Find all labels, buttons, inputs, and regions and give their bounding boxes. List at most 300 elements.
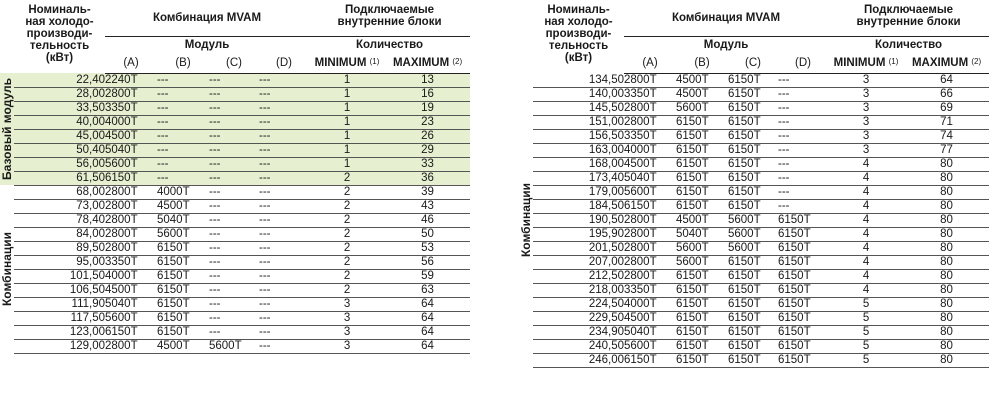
module-c-cell: ---	[209, 87, 259, 101]
module-d-cell: ---	[259, 157, 309, 171]
max-units-cell: 23	[385, 115, 470, 129]
table-row	[519, 185, 989, 199]
module-c-cell: ---	[209, 269, 259, 283]
connectable-header: Подключаемые внутренние блоки	[337, 4, 442, 28]
module-a-cell: 5600T	[105, 157, 157, 171]
table-row	[519, 213, 989, 227]
module-c-cell: ---	[209, 157, 259, 171]
module-d-cell: ---	[259, 283, 309, 297]
module-c-cell: 6150T	[728, 143, 778, 157]
max-units-cell: 80	[904, 339, 989, 353]
table-row	[0, 143, 470, 157]
module-d-cell: ---	[778, 157, 828, 171]
min-units-cell: 1	[309, 157, 385, 171]
module-c-cell: 6150T	[728, 73, 778, 87]
capacity-cell: 184,50	[533, 199, 624, 213]
col-c-header: (C)	[209, 53, 259, 74]
group-label-text: Базовый модуль	[0, 78, 14, 180]
table-row	[0, 129, 470, 143]
module-c-cell: 6150T	[728, 129, 778, 143]
capacity-cell: 201,50	[533, 241, 624, 255]
capacity-cell: 101,50	[14, 269, 105, 283]
min-units-cell: 4	[828, 185, 904, 199]
table-row	[519, 283, 989, 297]
table-row	[0, 157, 470, 171]
col-a-header: (A)	[105, 53, 157, 74]
module-b-cell: 4500T	[676, 213, 728, 227]
capacity-cell: 40,00	[14, 115, 105, 129]
module-b-cell: 6150T	[676, 325, 728, 339]
min-units-cell: 1	[309, 143, 385, 157]
module-b-cell: 6150T	[676, 339, 728, 353]
module-b-cell: 6150T	[676, 143, 728, 157]
min-units-cell: 3	[828, 129, 904, 143]
quantity-header: Количество	[828, 36, 989, 53]
max-units-cell: 74	[904, 129, 989, 143]
table-row	[0, 213, 470, 227]
module-b-cell: 6150T	[157, 297, 209, 311]
module-b-cell: ---	[157, 101, 209, 115]
min-units-cell: 2	[309, 227, 385, 241]
max-units-cell: 80	[904, 353, 989, 367]
table-row	[519, 171, 989, 185]
table-row	[519, 115, 989, 129]
module-a-cell: 5040T	[624, 171, 676, 185]
module-c-cell: ---	[209, 101, 259, 115]
min-units-cell: 3	[309, 311, 385, 325]
capacity-cell: 140,00	[533, 87, 624, 101]
module-b-cell: 6150T	[676, 157, 728, 171]
module-d-cell: ---	[778, 115, 828, 129]
module-c-cell: ---	[209, 311, 259, 325]
max-units-cell: 80	[904, 227, 989, 241]
module-d-cell: 6150T	[778, 311, 828, 325]
module-b-cell: 6150T	[676, 115, 728, 129]
table-row	[0, 297, 470, 311]
module-a-cell: 5600T	[105, 311, 157, 325]
max-units-cell: 36	[385, 171, 470, 185]
module-b-cell: 4000T	[157, 185, 209, 199]
module-a-cell: 2800T	[624, 269, 676, 283]
max-units-cell: 26	[385, 129, 470, 143]
min-units-cell: 4	[828, 269, 904, 283]
min-units-cell: 2	[309, 213, 385, 227]
min-units-cell: 4	[828, 171, 904, 185]
module-b-cell: 5600T	[676, 241, 728, 255]
table-row	[519, 227, 989, 241]
module-d-cell: ---	[259, 73, 309, 87]
capacity-cell: 129,00	[14, 339, 105, 353]
module-a-cell: 2800T	[105, 227, 157, 241]
module-d-cell: 6150T	[778, 283, 828, 297]
module-a-cell: 2800T	[624, 115, 676, 129]
module-a-cell: 4000T	[624, 143, 676, 157]
table-row	[519, 87, 989, 101]
max-units-cell: 29	[385, 143, 470, 157]
module-b-cell: 5600T	[676, 255, 728, 269]
combination-header: Комбинация MVAM	[152, 11, 262, 24]
module-d-cell: ---	[259, 339, 309, 353]
table-row	[0, 311, 470, 325]
module-a-cell: 3350T	[624, 87, 676, 101]
module-c-cell: 6150T	[728, 353, 778, 367]
group-label	[519, 73, 533, 367]
module-d-cell: ---	[259, 241, 309, 255]
table-row	[519, 129, 989, 143]
min-units-cell: 3	[828, 115, 904, 129]
capacity-header: Номиналь- ная холодо- производи- тельность (кВт)	[25, 4, 94, 64]
max-units-cell: 80	[904, 199, 989, 213]
max-units-cell: 33	[385, 157, 470, 171]
min-units-cell: 5	[828, 353, 904, 367]
module-c-cell: 6150T	[728, 115, 778, 129]
group-label-text: Комбинации	[0, 231, 14, 307]
capacity-cell: 78,40	[14, 213, 105, 227]
table-row	[519, 241, 989, 255]
min-units-cell: 4	[828, 199, 904, 213]
capacity-cell: 106,50	[14, 283, 105, 297]
module-b-cell: 4500T	[676, 87, 728, 101]
capacity-cell: 234,90	[533, 325, 624, 339]
col-b-header: (B)	[676, 53, 728, 74]
capacity-cell: 22,40	[14, 73, 105, 87]
capacity-cell: 151,00	[533, 115, 624, 129]
module-c-cell: 6150T	[728, 255, 778, 269]
max-units-cell: 80	[904, 157, 989, 171]
capacity-cell: 168,00	[533, 157, 624, 171]
min-units-cell: 2	[309, 241, 385, 255]
capacity-cell: 179,00	[533, 185, 624, 199]
max-units-cell: 80	[904, 283, 989, 297]
capacity-cell: 50,40	[14, 143, 105, 157]
module-header: Модуль	[624, 36, 828, 53]
capacity-cell: 61,50	[14, 171, 105, 185]
min-units-cell: 4	[828, 283, 904, 297]
module-c-cell: 5600T	[728, 213, 778, 227]
max-units-cell: 16	[385, 87, 470, 101]
module-b-cell: 6150T	[676, 311, 728, 325]
module-c-cell: ---	[209, 199, 259, 213]
module-a-cell: 2800T	[105, 199, 157, 213]
min-units-cell: 1	[309, 115, 385, 129]
module-c-cell: 6150T	[728, 157, 778, 171]
capacity-cell: 246,00	[533, 353, 624, 367]
min-units-cell: 4	[828, 157, 904, 171]
module-a-cell: 6150T	[105, 171, 157, 185]
min-units-cell: 5	[828, 311, 904, 325]
module-c-cell: ---	[209, 73, 259, 87]
min-units-cell: 3	[828, 101, 904, 115]
col-a-header: (A)	[624, 53, 676, 74]
max-units-cell: 64	[385, 297, 470, 311]
table-row	[0, 241, 470, 255]
module-b-cell: 4500T	[676, 73, 728, 87]
table-row	[519, 73, 989, 87]
min-units-cell: 3	[828, 87, 904, 101]
module-a-cell: 4500T	[105, 129, 157, 143]
module-c-cell: ---	[209, 241, 259, 255]
max-units-cell: 71	[904, 115, 989, 129]
module-b-cell: 6150T	[157, 311, 209, 325]
module-b-cell: 4500T	[157, 199, 209, 213]
module-c-cell: ---	[209, 283, 259, 297]
table-row	[519, 339, 989, 353]
col-b-header: (B)	[157, 53, 209, 74]
module-d-cell: ---	[259, 101, 309, 115]
min-units-cell: 3	[828, 73, 904, 87]
min-units-cell: 2	[309, 199, 385, 213]
min-units-cell: 2	[309, 269, 385, 283]
capacity-cell: 212,50	[533, 269, 624, 283]
module-d-cell: ---	[259, 255, 309, 269]
module-d-cell: ---	[259, 213, 309, 227]
module-b-cell: 6150T	[676, 171, 728, 185]
capacity-cell: 224,50	[533, 297, 624, 311]
module-d-cell: 6150T	[778, 255, 828, 269]
module-c-cell: ---	[209, 115, 259, 129]
module-d-cell: ---	[259, 311, 309, 325]
module-a-cell: 2800T	[105, 241, 157, 255]
module-b-cell: 6150T	[676, 353, 728, 367]
min-units-cell: 2	[309, 283, 385, 297]
capacity-cell: 28,00	[14, 87, 105, 101]
module-b-cell: 6150T	[157, 283, 209, 297]
capacity-cell: 207,00	[533, 255, 624, 269]
table-row	[0, 87, 470, 101]
connectable-header: Подключаемые внутренние блоки	[856, 4, 961, 28]
module-c-cell: 6150T	[728, 171, 778, 185]
module-c-cell: 6150T	[728, 101, 778, 115]
table-row	[0, 73, 470, 87]
max-units-cell: 80	[904, 241, 989, 255]
maximum-header: MAXIMUM $^{(2)}$	[385, 53, 470, 74]
capacity-cell: 84,00	[14, 227, 105, 241]
module-d-cell: 6150T	[778, 241, 828, 255]
capacity-cell: 229,50	[533, 311, 624, 325]
min-units-cell: 3	[828, 143, 904, 157]
module-d-cell: ---	[259, 199, 309, 213]
capacity-cell: 190,50	[533, 213, 624, 227]
capacity-cell: 173,40	[533, 171, 624, 185]
module-c-cell: 6150T	[728, 87, 778, 101]
min-units-cell: 2	[309, 171, 385, 185]
module-d-cell: 6150T	[778, 297, 828, 311]
module-d-cell: ---	[259, 227, 309, 241]
capacity-cell: 163,00	[533, 143, 624, 157]
max-units-cell: 80	[904, 255, 989, 269]
module-c-cell: 6150T	[728, 311, 778, 325]
module-a-cell: 2800T	[624, 255, 676, 269]
module-d-cell: ---	[778, 185, 828, 199]
module-a-cell: 2800T	[105, 339, 157, 353]
minimum-header: MINIMUM $^{(1)}$	[309, 53, 385, 74]
max-units-cell: 64	[385, 339, 470, 353]
capacity-cell: 56,00	[14, 157, 105, 171]
max-units-cell: 19	[385, 101, 470, 115]
module-b-cell: ---	[157, 87, 209, 101]
module-b-cell: 6150T	[676, 185, 728, 199]
table-row	[519, 269, 989, 283]
module-c-cell: 6150T	[728, 283, 778, 297]
module-a-cell: 2800T	[105, 87, 157, 101]
module-a-cell: 5040T	[105, 143, 157, 157]
min-units-cell: 5	[828, 339, 904, 353]
module-a-cell: 3350T	[624, 129, 676, 143]
min-units-cell: 4	[828, 241, 904, 255]
module-b-cell: ---	[157, 73, 209, 87]
module-b-cell: 6150T	[157, 241, 209, 255]
module-a-cell: 4000T	[105, 269, 157, 283]
module-a-cell: 2800T	[624, 227, 676, 241]
module-b-cell: 6150T	[676, 129, 728, 143]
module-a-cell: 2240T	[105, 73, 157, 87]
module-b-cell: ---	[157, 115, 209, 129]
table-row	[519, 311, 989, 325]
table-row	[519, 157, 989, 171]
left-spec-table	[0, 0, 470, 354]
col-c-header: (C)	[728, 53, 778, 74]
max-units-cell: 80	[904, 311, 989, 325]
module-c-cell: 6150T	[728, 325, 778, 339]
module-d-cell: ---	[259, 269, 309, 283]
capacity-cell: 68,00	[14, 185, 105, 199]
module-c-cell: 5600T	[728, 227, 778, 241]
module-a-cell: 2800T	[624, 241, 676, 255]
module-b-cell: 6150T	[157, 255, 209, 269]
module-a-cell: 2800T	[105, 213, 157, 227]
max-units-cell: 13	[385, 73, 470, 87]
capacity-cell: 111,90	[14, 297, 105, 311]
module-c-cell: ---	[209, 143, 259, 157]
group-label-text: Комбинации	[519, 182, 533, 258]
module-c-cell: ---	[209, 297, 259, 311]
module-c-cell: ---	[209, 185, 259, 199]
module-c-cell: ---	[209, 255, 259, 269]
module-b-cell: 6150T	[676, 283, 728, 297]
module-d-cell: 6150T	[778, 325, 828, 339]
table-row	[0, 283, 470, 297]
capacity-header: Номиналь- ная холодо- производи- тельность (кВт)	[544, 4, 613, 64]
min-units-cell: 1	[309, 101, 385, 115]
module-d-cell: 6150T	[778, 353, 828, 367]
module-b-cell: 6150T	[676, 269, 728, 283]
group-label	[0, 185, 14, 353]
min-units-cell: 5	[828, 325, 904, 339]
module-b-cell: 5600T	[676, 101, 728, 115]
right-spec-table	[519, 0, 989, 368]
module-a-cell: 4500T	[624, 311, 676, 325]
max-units-cell: 69	[904, 101, 989, 115]
module-d-cell: ---	[778, 143, 828, 157]
module-d-cell: ---	[259, 297, 309, 311]
table-row	[0, 227, 470, 241]
table-row	[0, 339, 470, 353]
module-c-cell: 6150T	[728, 297, 778, 311]
module-c-cell: 5600T	[728, 241, 778, 255]
max-units-cell: 77	[904, 143, 989, 157]
module-d-cell: 6150T	[778, 269, 828, 283]
module-c-cell: ---	[209, 325, 259, 339]
module-a-cell: 5040T	[624, 325, 676, 339]
max-units-cell: 53	[385, 241, 470, 255]
module-a-cell: 4500T	[105, 283, 157, 297]
module-d-cell: ---	[259, 143, 309, 157]
col-d-header: (D)	[259, 53, 309, 74]
min-units-cell: 4	[828, 255, 904, 269]
capacity-cell: 240,50	[533, 339, 624, 353]
module-d-cell: ---	[778, 73, 828, 87]
max-units-cell: 50	[385, 227, 470, 241]
capacity-cell: 95,00	[14, 255, 105, 269]
table-row	[0, 255, 470, 269]
max-units-cell: 66	[904, 87, 989, 101]
module-a-cell: 3350T	[105, 255, 157, 269]
table-row	[0, 325, 470, 339]
min-units-cell: 3	[309, 325, 385, 339]
module-d-cell: ---	[259, 115, 309, 129]
module-b-cell: 6150T	[157, 269, 209, 283]
max-units-cell: 63	[385, 283, 470, 297]
max-units-cell: 64	[385, 311, 470, 325]
capacity-cell: 89,50	[14, 241, 105, 255]
module-d-cell: ---	[259, 171, 309, 185]
module-a-cell: 5600T	[624, 185, 676, 199]
min-units-cell: 2	[309, 255, 385, 269]
module-b-cell: ---	[157, 171, 209, 185]
table-row	[519, 143, 989, 157]
table-row	[0, 115, 470, 129]
module-a-cell: 6150T	[624, 199, 676, 213]
module-d-cell: 6150T	[778, 339, 828, 353]
module-a-cell: 4000T	[105, 115, 157, 129]
col-d-header: (D)	[778, 53, 828, 74]
min-units-cell: 2	[309, 185, 385, 199]
maximum-header: MAXIMUM $^{(2)}$	[904, 53, 989, 74]
module-d-cell: 6150T	[778, 213, 828, 227]
module-d-cell: ---	[259, 87, 309, 101]
module-c-cell: 6150T	[728, 185, 778, 199]
max-units-cell: 80	[904, 297, 989, 311]
module-c-cell: ---	[209, 129, 259, 143]
module-c-cell: 6150T	[728, 339, 778, 353]
module-b-cell: 5040T	[157, 213, 209, 227]
max-units-cell: 64	[904, 73, 989, 87]
max-units-cell: 80	[904, 185, 989, 199]
module-c-cell: 6150T	[728, 199, 778, 213]
min-units-cell: 4	[828, 227, 904, 241]
min-units-cell: 1	[309, 129, 385, 143]
max-units-cell: 64	[385, 325, 470, 339]
capacity-cell: 123,00	[14, 325, 105, 339]
module-d-cell: ---	[778, 101, 828, 115]
max-units-cell: 80	[904, 213, 989, 227]
capacity-cell: 134,50	[533, 73, 624, 87]
module-a-cell: 6150T	[105, 325, 157, 339]
min-units-cell: 1	[309, 87, 385, 101]
max-units-cell: 80	[904, 325, 989, 339]
module-a-cell: 3350T	[105, 101, 157, 115]
module-b-cell: ---	[157, 157, 209, 171]
module-c-cell: 6150T	[728, 269, 778, 283]
module-c-cell: ---	[209, 227, 259, 241]
module-d-cell: ---	[259, 325, 309, 339]
min-units-cell: 3	[309, 297, 385, 311]
min-units-cell: 4	[828, 213, 904, 227]
table-row	[0, 101, 470, 115]
module-d-cell: ---	[259, 129, 309, 143]
max-units-cell: 59	[385, 269, 470, 283]
max-units-cell: 39	[385, 185, 470, 199]
